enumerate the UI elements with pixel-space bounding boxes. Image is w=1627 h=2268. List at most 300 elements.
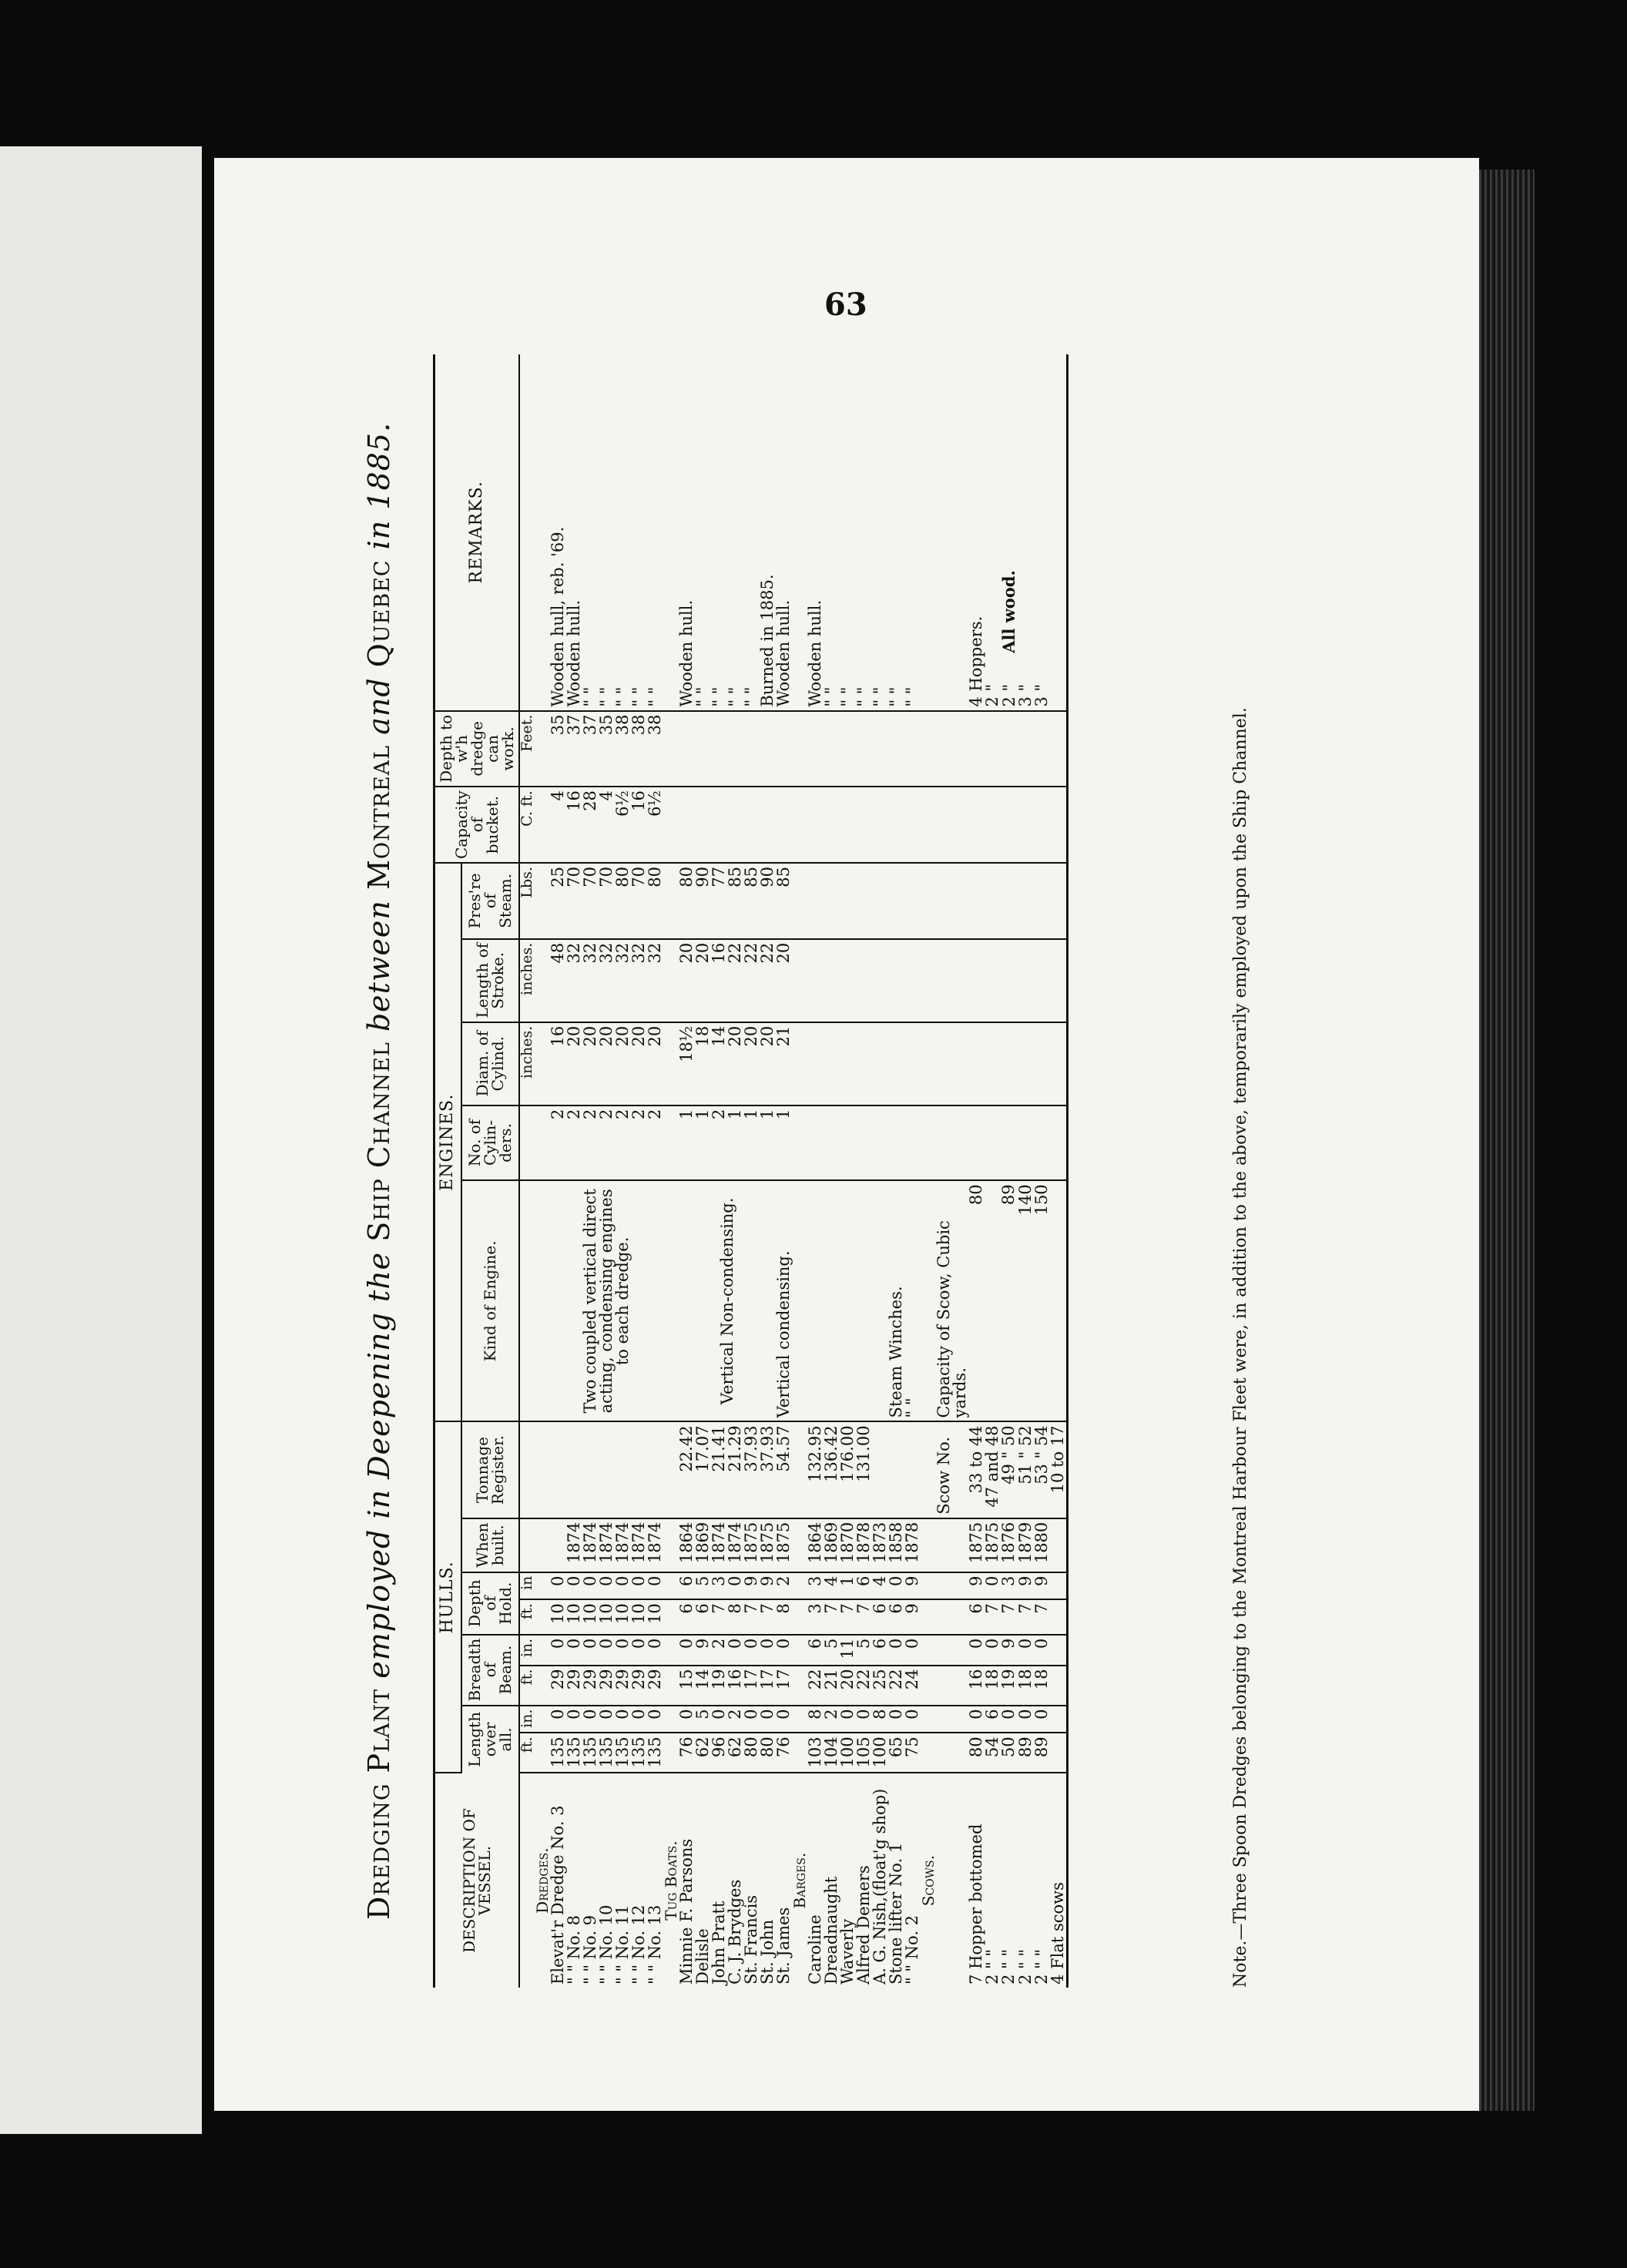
table-cell: 4 Hoppers.	[968, 354, 985, 711]
table-cell: 3	[711, 1572, 727, 1600]
table-cell	[1034, 1022, 1050, 1105]
header-tonnage: Tonnage Register.	[461, 1421, 519, 1518]
table-cell: 1	[743, 1105, 760, 1181]
table-cell	[760, 787, 776, 863]
table-cell	[792, 1022, 807, 1105]
table-cell	[936, 787, 968, 863]
table-cell: 32	[615, 939, 631, 1022]
header-capacity: Capacity of bucket.	[434, 787, 520, 863]
table-cell: 70	[599, 863, 615, 939]
table-cell: C. J. Brydges	[726, 1879, 744, 1984]
table-cell: 16	[566, 787, 582, 863]
table-cell	[888, 939, 904, 1022]
table-cell	[936, 1572, 968, 1600]
table-cell: 32	[631, 939, 647, 1022]
table-cell: 2	[727, 1706, 743, 1733]
table-row	[888, 354, 904, 1988]
table-cell	[872, 1022, 888, 1105]
table-row	[968, 354, 985, 1988]
table-cell	[824, 1022, 840, 1105]
table-cell: 1	[760, 1105, 776, 1181]
table-cell: Minnie F. Parsons	[677, 1838, 696, 1984]
table-cell: 32	[566, 939, 582, 1022]
table-cell	[792, 1421, 807, 1518]
table-cell	[776, 787, 792, 863]
table-cell: 1	[679, 1105, 695, 1181]
table-cell: 22	[743, 939, 760, 1022]
table-cell	[840, 787, 856, 863]
table-cell: 76	[776, 1733, 792, 1773]
table-cell: 96	[711, 1733, 727, 1773]
table-row	[743, 354, 760, 1988]
footnote: Note.—Three Spoon Dredges belonging to the Montreal Harbour Fleet were, in addition to the above, temporarily employed upon the Ship Channel.	[1231, 707, 1250, 1988]
table-cell: 8	[872, 1706, 888, 1733]
table-cell	[936, 1105, 968, 1181]
table-cell: 3 "	[1018, 354, 1034, 711]
table-cell	[1050, 1666, 1068, 1706]
table-cell: 0	[550, 1572, 566, 1600]
table-cell	[888, 1421, 904, 1518]
table-cell	[695, 787, 711, 863]
table-cell	[663, 1733, 679, 1773]
table-cell: 5	[856, 1635, 872, 1666]
table-cell	[824, 863, 840, 939]
header-engines: ENGINES.	[434, 863, 461, 1421]
table-cell: 21	[824, 1666, 840, 1706]
table-cell	[1050, 1518, 1068, 1572]
table-cell: 17.07	[695, 1421, 711, 1518]
table-cell: 89	[1001, 1180, 1018, 1421]
table-cell: " "	[872, 354, 888, 711]
table-cell: 10	[615, 1599, 631, 1635]
table-cell	[824, 1105, 840, 1181]
table-cell	[968, 863, 985, 939]
table-cell: 75	[904, 1733, 921, 1773]
table-cell	[792, 1180, 807, 1421]
table-cell: 9	[760, 1572, 776, 1600]
table-cell	[1001, 1022, 1018, 1105]
table-cell: 20	[679, 939, 695, 1022]
section-row	[535, 354, 550, 1988]
table-cell	[647, 1421, 663, 1518]
table-cell	[550, 1518, 566, 1572]
table-cell: 80	[760, 1733, 776, 1773]
table-row	[599, 354, 615, 1988]
table-cell: 18	[1018, 1666, 1034, 1706]
table-cell	[582, 1421, 599, 1518]
table-cell	[663, 1180, 679, 1421]
table-cell	[888, 787, 904, 863]
table-cell	[535, 1022, 550, 1105]
table-cell	[1034, 1105, 1050, 1181]
table-cell	[872, 863, 888, 939]
table-cell	[807, 711, 824, 787]
table-cell	[663, 1666, 679, 1706]
table-cell: 0	[1001, 1706, 1018, 1733]
table-cell: " "	[888, 354, 904, 711]
table-cell: 2 " "	[1016, 1948, 1035, 1984]
table-cell	[535, 1706, 550, 1733]
table-cell	[792, 1518, 807, 1572]
table-cell	[1001, 1105, 1018, 1181]
header-depth-hold: Depth of Hold.	[461, 1572, 519, 1635]
table-row	[582, 354, 599, 1988]
table-cell: 1874	[647, 1518, 663, 1572]
table-cell: 135	[615, 1733, 631, 1773]
table-cell: " "	[711, 354, 727, 711]
table-cell	[535, 1599, 550, 1635]
table-cell: 8	[807, 1706, 824, 1733]
table-cell: 104	[824, 1733, 840, 1773]
table-cell: 80	[968, 1180, 985, 1421]
table-cell: 0	[679, 1706, 695, 1733]
table-row	[776, 354, 792, 1988]
table-cell	[807, 863, 824, 939]
table-cell	[824, 711, 840, 787]
table-cell: 1874	[727, 1518, 743, 1572]
table-cell	[566, 1421, 582, 1518]
table-cell: 6	[985, 1706, 1001, 1733]
table-cell	[968, 711, 985, 787]
title-part: between	[362, 890, 396, 1042]
table-cell: 0	[840, 1706, 856, 1733]
table-cell: 1	[840, 1572, 856, 1600]
table-cell: 1875	[985, 1518, 1001, 1572]
table-cell: 38	[647, 711, 663, 787]
table-cell: " " No. 13	[646, 1904, 664, 1984]
table-cell: 1879	[1018, 1518, 1034, 1572]
table-cell: 4	[872, 1572, 888, 1600]
table-cell	[921, 1518, 936, 1572]
table-cell: 80	[968, 1733, 985, 1773]
table-cell: 62	[727, 1733, 743, 1773]
table-cell	[936, 1666, 968, 1706]
table-cell: 1	[727, 1105, 743, 1181]
table-cell	[535, 354, 550, 711]
all-wood-label: All wood.	[999, 570, 1018, 653]
table-cell: 7	[743, 1599, 760, 1635]
table-cell: 8	[776, 1599, 792, 1635]
table-cell: Wooden hull.	[807, 354, 824, 711]
table-cell: 47 and 48	[985, 1421, 1001, 1518]
table-cell	[1050, 787, 1068, 863]
table-cell	[760, 711, 776, 787]
table-cell: 176.00	[840, 1421, 856, 1518]
table-cell: 10	[582, 1599, 599, 1635]
table-cell	[1018, 1105, 1034, 1181]
table-cell	[921, 1599, 936, 1635]
table-cell	[663, 1421, 679, 1518]
table-cell: 1876	[1001, 1518, 1018, 1572]
table-cell: 7	[1034, 1599, 1050, 1635]
table-cell: 80	[743, 1733, 760, 1773]
unit: in.	[519, 1635, 535, 1666]
table-cell	[792, 787, 807, 863]
table-cell: 3	[807, 1599, 824, 1635]
section-row	[792, 354, 807, 1988]
table-cell: 70	[582, 863, 599, 939]
table-cell: 19	[1001, 1666, 1018, 1706]
table-row	[615, 354, 631, 1988]
table-cell	[792, 1706, 807, 1733]
table-cell	[792, 939, 807, 1022]
table-cell: 6	[856, 1572, 872, 1600]
table-cell: 76	[679, 1733, 695, 1773]
table-cell	[968, 939, 985, 1022]
table-cell: 80	[647, 863, 663, 939]
table-cell	[535, 1105, 550, 1181]
rotated-table-block	[362, 354, 1302, 1988]
table-cell	[921, 787, 936, 863]
scow-header-row	[936, 354, 968, 1988]
header-length: Length over all.	[461, 1706, 519, 1773]
table-cell: 1870	[840, 1518, 856, 1572]
table-cell: 2	[631, 1105, 647, 1181]
table-cell: 7	[840, 1599, 856, 1635]
table-cell	[663, 1518, 679, 1572]
table-cell: 0	[1018, 1635, 1034, 1666]
table-cell: 53 " 54	[1034, 1421, 1050, 1518]
table-cell	[904, 1105, 921, 1181]
title-part: employed in Deepening the	[362, 1241, 396, 1689]
table-cell: 29	[631, 1666, 647, 1706]
table-cell	[535, 1572, 550, 1600]
table-cell	[985, 863, 1001, 939]
table-cell	[743, 787, 760, 863]
table-cell: Dredges.	[533, 1847, 552, 1914]
table-cell: 18	[695, 1022, 711, 1105]
table-cell: 35	[550, 711, 566, 787]
table-cell: Delisle	[693, 1928, 712, 1984]
table-cell: 7	[711, 1599, 727, 1635]
table-cell: 17	[760, 1666, 776, 1706]
table-cell: Barges.	[790, 1852, 809, 1909]
table-cell: 2	[615, 1105, 631, 1181]
table-cell: Wooden hull, reb. '69.	[550, 354, 566, 711]
table-cell: 38	[631, 711, 647, 787]
table-cell: 0	[582, 1635, 599, 1666]
table-cell: Burned in 1885.	[760, 354, 776, 711]
table-cell: 33 to 44	[968, 1421, 985, 1518]
table-cell	[792, 1105, 807, 1181]
table-cell: 7	[824, 1599, 840, 1635]
table-cell: 135	[647, 1733, 663, 1773]
header-cylinders: No. of Cylin-ders.	[461, 1105, 519, 1181]
table-cell	[936, 1706, 968, 1733]
table-cell: 2	[550, 1105, 566, 1181]
table-cell	[872, 1180, 888, 1421]
table-cell: 20	[582, 1022, 599, 1105]
table-row	[1001, 354, 1018, 1988]
table-row	[856, 354, 872, 1988]
table-cell: St. Francis	[742, 1894, 760, 1984]
table-cell: 100	[840, 1733, 856, 1773]
table-cell	[968, 787, 985, 863]
table-cell	[535, 1180, 550, 1421]
table-cell: Dreadnaught	[822, 1876, 840, 1984]
table-cell	[936, 1022, 968, 1105]
table-cell	[663, 1599, 679, 1635]
table-cell	[872, 939, 888, 1022]
table-cell: 9	[1001, 1635, 1018, 1666]
table-cell: 70	[566, 863, 582, 939]
table-cell	[872, 1105, 888, 1181]
table-cell: 0	[856, 1706, 872, 1733]
table-cell	[663, 1572, 679, 1600]
table-cell: 135	[631, 1733, 647, 1773]
table-cell	[535, 863, 550, 939]
unit: ft.	[519, 1666, 535, 1706]
table-cell	[1001, 711, 1018, 787]
table-cell: 85	[727, 863, 743, 939]
table-cell: 1864	[807, 1518, 824, 1572]
table-cell: 1875	[968, 1518, 985, 1572]
table-cell: 0	[760, 1706, 776, 1733]
table-cell	[856, 863, 872, 939]
table-cell: " "	[743, 354, 760, 711]
table-cell	[824, 787, 840, 863]
table-cell	[921, 1635, 936, 1666]
table-cell	[1050, 939, 1068, 1022]
table-cell	[872, 711, 888, 787]
table-cell: St. John	[758, 1919, 777, 1984]
unit: inches.	[519, 1022, 535, 1105]
table-cell: 7	[1018, 1599, 1034, 1635]
table-cell: Vertical condensing.	[776, 1180, 792, 1421]
table-cell	[936, 354, 968, 711]
table-cell: 89	[1018, 1733, 1034, 1773]
table-cell	[535, 787, 550, 863]
table-cell: 0	[647, 1706, 663, 1733]
table-cell: 70	[631, 863, 647, 939]
table-cell: 5	[824, 1635, 840, 1666]
table-cell: 0	[711, 1706, 727, 1733]
table-cell: 10	[550, 1599, 566, 1635]
table-cell: 2	[711, 1105, 727, 1181]
table-cell	[921, 1105, 936, 1181]
table-cell	[921, 1572, 936, 1600]
unit: Lbs.	[519, 863, 535, 939]
table-cell: 135	[599, 1733, 615, 1773]
table-cell: 0	[599, 1572, 615, 1600]
table-cell	[663, 1635, 679, 1666]
table-cell	[663, 1706, 679, 1733]
table-cell: 20	[743, 1022, 760, 1105]
table-cell	[1001, 939, 1018, 1022]
table-cell	[888, 863, 904, 939]
table-cell	[807, 787, 824, 863]
table-cell	[1034, 939, 1050, 1022]
table-cell: 21	[776, 1022, 792, 1105]
table-cell: 0	[631, 1572, 647, 1600]
table-cell: 85	[743, 863, 760, 939]
table-cell: 14	[695, 1666, 711, 1706]
table-cell	[840, 1180, 856, 1421]
table-row	[727, 354, 743, 1988]
table-cell	[711, 787, 727, 863]
table-cell	[1050, 1706, 1068, 1733]
table-cell	[743, 711, 760, 787]
table-cell: " " No. 9	[581, 1914, 599, 1984]
table-cell	[776, 711, 792, 787]
table-cell: 1880	[1034, 1518, 1050, 1572]
table-cell: 21.29	[727, 1421, 743, 1518]
table-cell: Capacity of Scow, Cubic yards.	[936, 1180, 968, 1421]
table-cell: Scow No.	[936, 1421, 968, 1518]
table-cell: 1874	[599, 1518, 615, 1572]
title-part: and	[362, 667, 396, 745]
table-cell	[1050, 354, 1068, 711]
table-cell: Wooden hull.	[679, 354, 695, 711]
table-cell: 0	[727, 1572, 743, 1600]
table-row	[1050, 354, 1068, 1988]
table-cell	[1018, 787, 1034, 863]
table-cell	[921, 711, 936, 787]
table-cell	[985, 711, 1001, 787]
table-cell	[1001, 863, 1018, 939]
table-cell: 0	[968, 1635, 985, 1666]
table-cell: 10 to 17	[1050, 1421, 1068, 1518]
table-cell	[904, 787, 921, 863]
table-cell: 0	[566, 1706, 582, 1733]
table-cell	[856, 1105, 872, 1181]
table-cell	[921, 1022, 936, 1105]
table-cell	[1001, 787, 1018, 863]
unit: inches.	[519, 939, 535, 1022]
table-cell: 2	[582, 1105, 599, 1181]
table-cell: 16	[727, 1666, 743, 1706]
table-cell	[921, 1733, 936, 1773]
header-kind-engine: Kind of Engine.	[461, 1180, 519, 1421]
table-cell: 29	[566, 1666, 582, 1706]
table-cell	[792, 1599, 807, 1635]
table-cell: 9	[904, 1599, 921, 1635]
table-cell: 0	[582, 1572, 599, 1600]
table-cell: 18½	[679, 1022, 695, 1105]
table-cell	[550, 1421, 566, 1518]
table-cell: " " No. 11	[613, 1904, 632, 1984]
table-cell: 29	[647, 1666, 663, 1706]
table-cell: 1	[776, 1105, 792, 1181]
table-cell	[663, 1105, 679, 1181]
table-cell: John Pratt	[710, 1901, 728, 1984]
header-stroke: Length of Stroke.	[461, 939, 519, 1022]
table-cell: 15	[679, 1666, 695, 1706]
table-cell: 21.41	[711, 1421, 727, 1518]
table-cell: 6½	[615, 787, 631, 863]
table-cell	[1018, 939, 1034, 1022]
table-cell: 1878	[856, 1518, 872, 1572]
table-cell: 136.42	[824, 1421, 840, 1518]
table-cell	[663, 939, 679, 1022]
table-cell	[535, 1635, 550, 1666]
table-cell: 32	[582, 939, 599, 1022]
table-cell: 2	[599, 1105, 615, 1181]
table-cell: " "	[647, 354, 663, 711]
table-cell: 32	[647, 939, 663, 1022]
unit: ft.	[519, 1599, 535, 1635]
title-part: Montreal	[362, 744, 396, 891]
table-cell	[936, 1733, 968, 1773]
table-cell: 1858	[888, 1518, 904, 1572]
table-cell	[936, 1518, 968, 1572]
table-cell	[985, 1180, 1001, 1421]
table-cell	[535, 1421, 550, 1518]
table-row	[840, 354, 856, 1988]
table-cell: 0	[647, 1572, 663, 1600]
table-cell: " " No. 2	[903, 1914, 921, 1984]
table-cell: " "	[727, 354, 743, 711]
